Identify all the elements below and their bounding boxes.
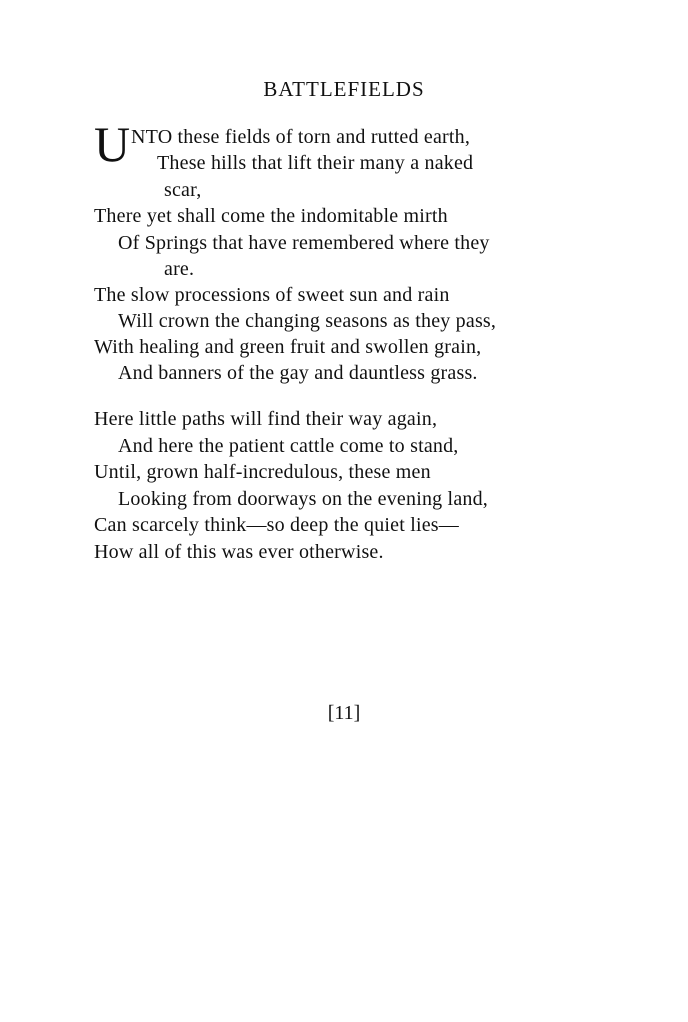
page-number: [11] [327, 702, 361, 724]
poem-line: scar, [164, 179, 202, 201]
poem-line: And here the patient cattle come to stand, [118, 435, 459, 457]
poem-line: Until, grown half-incredulous, these men [94, 461, 431, 483]
page-title: BATTLEFIELDS [263, 77, 425, 101]
poem-line: These hills that lift their many a naked [157, 152, 474, 174]
poem-line: Of Springs that have remembered where they [118, 232, 490, 254]
poem-line: And banners of the gay and dauntless grass. [118, 362, 478, 384]
poem-line: Will crown the changing seasons as they pass, [118, 310, 497, 332]
poem-line: There yet shall come the indomitable mirth [94, 205, 448, 227]
poem-line: Here little paths will find their way again, [94, 408, 438, 430]
poem-line: are. [164, 258, 195, 280]
poem-line: The slow processions of sweet sun and rain [94, 284, 450, 306]
poem-line: Can scarcely think—so deep the quiet lies— [94, 514, 459, 536]
poem-line: Looking from doorways on the evening land, [118, 488, 488, 510]
poem-line: How all of this was ever otherwise. [94, 541, 384, 563]
poem-line: NTO these fields of torn and rutted earth, [131, 126, 471, 148]
poem-line: With healing and green fruit and swollen grain, [94, 336, 482, 358]
drop-cap: U [94, 116, 131, 172]
